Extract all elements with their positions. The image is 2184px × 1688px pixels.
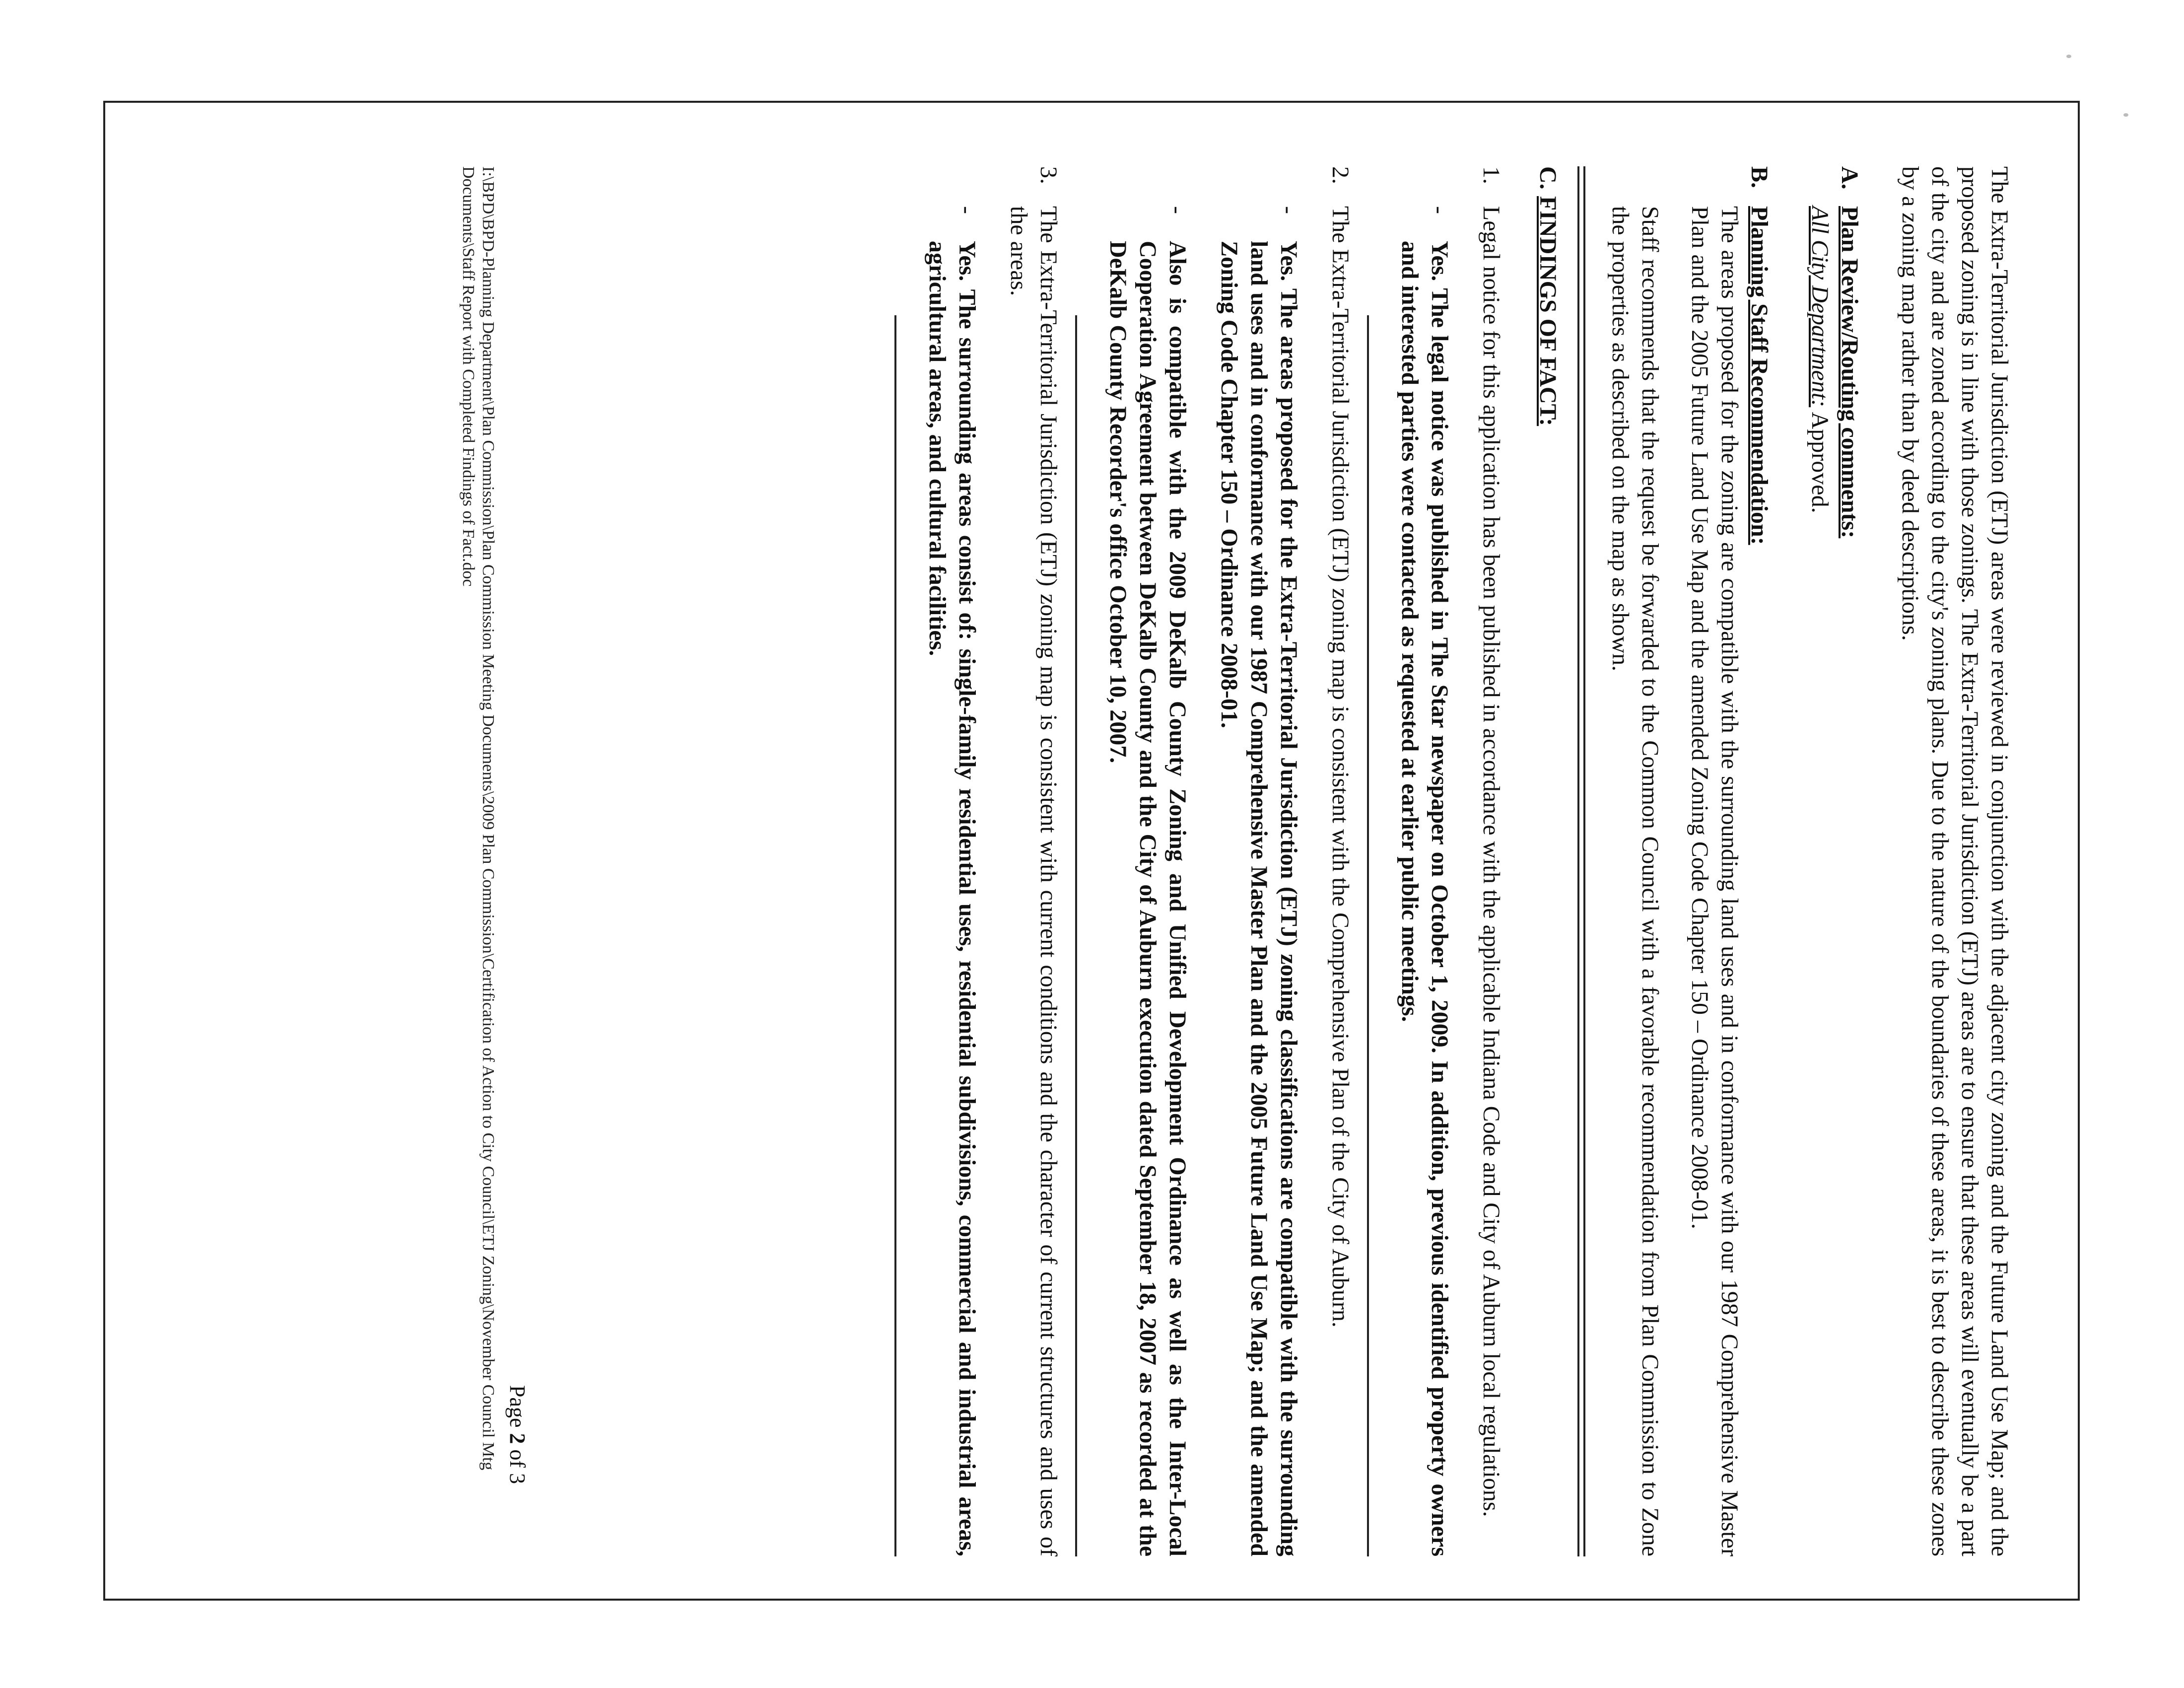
finding-answer: Yes. The areas proposed for the Extra-Territorial Jurisdiction (ETJ) zoning classifications are compatible with the surrounding land uses and in conformance with our 1987 Comprehensive Master Plan and the 2005 Future Land Use Map; and the amended Zoning Code Chapter 150 – Ordinance 2008-01. bbox=[1216, 241, 1302, 1556]
section-c-letter: C. bbox=[1535, 166, 1561, 190]
finding-number: 2. bbox=[1327, 166, 1354, 184]
bullet-dash: - bbox=[954, 206, 980, 214]
section-c bbox=[894, 166, 1563, 1556]
finding-1-answer bbox=[1395, 206, 1454, 1556]
finding-answer: Yes. The surrounding areas consist of: single-family residential uses, residential subdivisions, commercial and industrial areas, agricultural areas, and cultural facilities. bbox=[924, 241, 980, 1556]
scan-speck bbox=[2123, 113, 2128, 117]
finding-divider bbox=[894, 315, 896, 1556]
bullet-dash: - bbox=[1164, 206, 1191, 214]
finding-text: Legal notice for this application has been published in accordance with the applicable Indiana Code and City of Auburn local regulations. bbox=[1478, 206, 1504, 1517]
section-c-title: FINDINGS OF FACT: bbox=[1535, 196, 1561, 426]
rotated-page bbox=[107, 104, 2076, 1597]
bullet-dash: - bbox=[1276, 206, 1302, 214]
page-number bbox=[504, 1385, 530, 1484]
section-b-heading bbox=[1744, 166, 1774, 1556]
finding-answer: Also is compatible with the 2009 DeKalb County Zoning and Unified Development Ordinance as well as the Inter-Local Cooperation Agreement between DeKalb County and the City of Auburn execution dated September 18, 2007 as recorded at the DeKalb County Recorder's office October 10, 2007. bbox=[1105, 241, 1191, 1556]
staff-recommendation-paragraph: Staff recommends that the request be forwarded to the Common Council with a favorable recommendation from Plan Commission to Zone the properties as described on the map as shown. bbox=[1607, 206, 1663, 1556]
file-path: I:\BPD\BPD-Planning Department\Plan Commission\Plan Commission Meeting Documents\2009 Plan Commission\Certification of Action to City Council\ETJ Zoning\November Council Mtg Documents\Staff Report with Completed Findings of Fact.doc bbox=[459, 166, 497, 1471]
finding-1 bbox=[1476, 166, 1506, 1556]
finding-answer: Yes. The legal notice was published in The Star newspaper on October 1, 2009. In addition, previous identified property owners and interested parties were contacted as requested at earlier public meetings. bbox=[1397, 241, 1453, 1556]
bullet-dash: - bbox=[1427, 206, 1453, 214]
finding-number: 1. bbox=[1478, 166, 1504, 184]
section-a bbox=[1805, 166, 1864, 1556]
finding-2-answer-1 bbox=[1214, 206, 1303, 1556]
section-c-heading bbox=[1533, 166, 1563, 1556]
finding-text: The Extra-Territorial Jurisdiction (ETJ) zoning map is consistent with the Comprehensive Plan of the City of Auburn. bbox=[1327, 206, 1354, 1328]
page-prefix: Page bbox=[505, 1385, 530, 1428]
dept-label: All City Department: bbox=[1807, 206, 1833, 408]
section-a-body bbox=[1805, 206, 1835, 1556]
section-a-letter: A. bbox=[1837, 166, 1863, 190]
document-body bbox=[128, 166, 2014, 1556]
scan-speck bbox=[2066, 55, 2071, 58]
page-current: 2 bbox=[505, 1433, 530, 1444]
finding-3-answer bbox=[922, 206, 982, 1556]
intro-paragraph: The Extra-Territorial Jurisdiction (ETJ) areas were reviewed in conjunction with the adjacent city zoning and the Future Land Use Map; and the proposed zoning is in line with those zonings. The Extra-Territorial Jurisdiction (ETJ) areas are to ensure that these areas will eventually be a part of the city and are zoned according to the city's zoning plans. Due to the nature of the boundaries of these areas, it is best to describe these zones by a zoning map rather than by deed descriptions. bbox=[1897, 166, 2013, 1556]
section-divider bbox=[1577, 166, 1585, 1556]
finding-2 bbox=[1325, 166, 1355, 1556]
finding-number: 3. bbox=[1035, 166, 1062, 184]
page-total: of 3 bbox=[505, 1449, 530, 1484]
dept-value: Approved. bbox=[1807, 412, 1833, 513]
section-a-heading bbox=[1835, 166, 1864, 1556]
section-b-letter: B. bbox=[1746, 166, 1773, 189]
finding-divider bbox=[1075, 315, 1077, 1556]
finding-text: The Extra-Territorial Jurisdiction (ETJ) zoning map is consistent with current conditions and the character of current structures and uses of the areas. bbox=[1006, 206, 1062, 1556]
recommendation-paragraph: The areas proposed for the zoning are compatible with the surrounding land uses and in conformance with our 1987 Comprehensive Master Plan and the 2005 Future Land Use Map and the amended Zoning Code Chapter 150 – Ordinance 2008-01. bbox=[1687, 206, 1743, 1556]
section-a-title: Plan Review/Routing comments: bbox=[1837, 206, 1863, 539]
finding-3 bbox=[1004, 166, 1063, 1556]
section-b-title: Planning Staff Recommendation: bbox=[1746, 206, 1773, 545]
section-b bbox=[1605, 166, 1774, 1556]
finding-2-answer-2 bbox=[1103, 206, 1192, 1556]
finding-divider bbox=[1367, 315, 1369, 1556]
